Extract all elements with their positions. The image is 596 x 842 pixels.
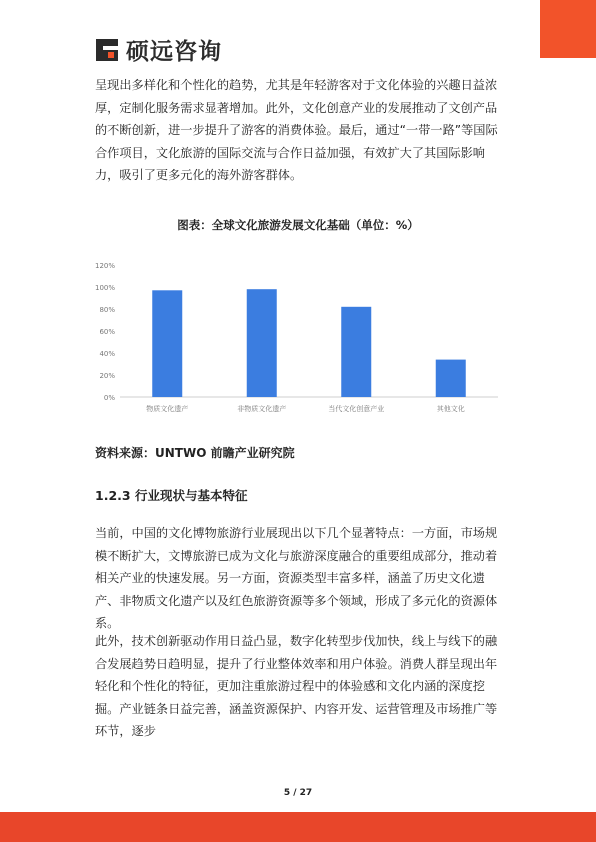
x-tick-label: 其他文化 <box>436 405 465 413</box>
section-heading: 1.2.3 行业现状与基本特征 <box>95 488 248 503</box>
y-tick-label: 120% <box>94 262 115 270</box>
bar <box>247 289 277 397</box>
bar <box>436 360 466 397</box>
x-tick-label: 当代文化创意产业 <box>328 405 385 413</box>
y-tick-label: 80% <box>99 306 115 314</box>
chart-title: 图表：全球文化旅游发展文化基础（单位：%） <box>177 218 419 232</box>
bar <box>341 307 371 397</box>
paragraph-2: 当前，中国的文化博物旅游行业展现出以下几个显著特点：一方面，市场规模不断扩大，文博旅游已成为文化与旅游深度融合的重要组成部分，推动着相关产业的快速发展。另一方面，资源类型丰富多样，涵盖了历史文化遗产、非物质文化遗产以及红色旅游资源等多个领域，形成了多元化的资源体系。 <box>95 526 498 630</box>
x-tick-label: 物质文化遗产 <box>146 405 189 413</box>
bottom-accent-bar <box>0 812 596 842</box>
y-tick-label: 40% <box>99 350 115 358</box>
page-number: 5 / 27 <box>283 788 313 798</box>
y-tick-label: 100% <box>94 284 115 292</box>
source-note: 资料来源：UNTWO 前瞻产业研究院 <box>95 446 295 460</box>
paragraph-1: 呈现出多样化和个性化的趋势，尤其是年轻游客对于文化体验的兴趣日益浓厚，定制化服务需求显著增加。此外，文化创意产业的发展推动了文创产品的不断创新，进一步提升了游客的消费体验。最后，通过“一带一路”等国际合作项目，文化旅游的国际交流与合作日益加强，有效扩大了其国际影响力，吸引了更多元化的海外游客群体。 <box>95 78 498 182</box>
top-accent-bar <box>540 0 596 58</box>
logo-text: 硕远咨询 <box>126 39 222 65</box>
bar <box>152 290 182 397</box>
bar-chart <box>88 252 508 422</box>
paragraph-3: 此外，技术创新驱动作用日益凸显，数字化转型步伐加快，线上与线下的融合发展趋势日趋明显，提升了行业整体效率和用户体验。消费人群呈现出年轻化和个性化的特征，更加注重旅游过程中的体验感和文化内涵的深度挖掘。产业链条日益完善，涵盖资源保护、内容开发、运营管理及市场推广等环节，逐步 <box>95 634 498 738</box>
y-tick-label: 60% <box>99 328 115 336</box>
logo-mark-icon <box>94 37 120 63</box>
y-tick-label: 20% <box>99 372 115 380</box>
logo <box>94 33 222 66</box>
x-tick-label: 非物质文化遗产 <box>237 405 287 413</box>
y-tick-label: 0% <box>103 394 115 402</box>
